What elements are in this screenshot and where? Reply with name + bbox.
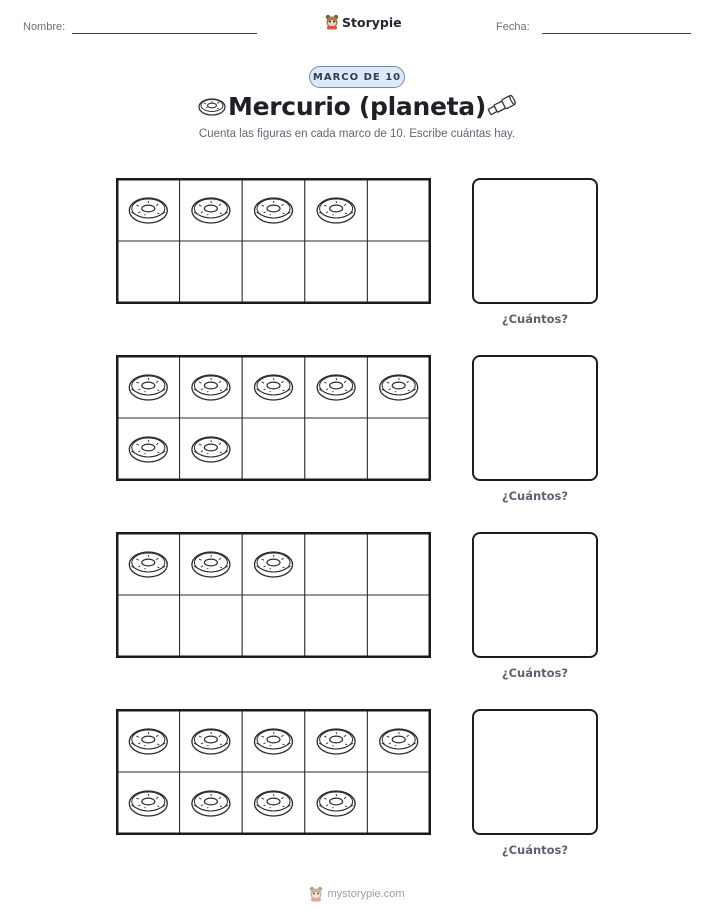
footer-url: mystorypie.com bbox=[327, 888, 405, 900]
frame-cell bbox=[117, 595, 180, 657]
donut-icon bbox=[192, 552, 230, 577]
page-title: Mercurio (planeta) bbox=[228, 92, 486, 121]
frame-cell bbox=[242, 418, 305, 480]
ten-frame-1 bbox=[116, 178, 431, 304]
ten-frame-2 bbox=[116, 355, 431, 481]
answer-box-1[interactable] bbox=[472, 178, 598, 304]
frame-cell bbox=[367, 533, 430, 595]
donut-icon bbox=[129, 729, 167, 754]
frame-cell bbox=[367, 241, 430, 303]
donut-icon bbox=[255, 198, 293, 223]
footer bbox=[0, 886, 714, 902]
brand-logo bbox=[325, 14, 402, 30]
frame-cell bbox=[367, 595, 430, 657]
frame-cell bbox=[305, 241, 368, 303]
count-label-2: ¿Cuántos? bbox=[501, 489, 569, 503]
donut-icon bbox=[380, 375, 418, 400]
count-label-4: ¿Cuántos? bbox=[501, 843, 569, 857]
frame-cell bbox=[305, 533, 368, 595]
frame-cell bbox=[367, 179, 430, 241]
storypie-mascot-icon bbox=[325, 14, 339, 30]
frame-cell bbox=[305, 418, 368, 480]
donut-icon bbox=[129, 198, 167, 223]
frame-cell bbox=[367, 418, 430, 480]
answer-box-4[interactable] bbox=[472, 709, 598, 835]
donut-icon bbox=[192, 791, 230, 816]
donut-icon bbox=[192, 729, 230, 754]
donut-icon bbox=[192, 198, 230, 223]
frame-cell bbox=[117, 241, 180, 303]
donut-icon bbox=[129, 791, 167, 816]
donut-icon bbox=[192, 375, 230, 400]
ten-frame-4 bbox=[116, 709, 431, 835]
count-label-1: ¿Cuántos? bbox=[501, 312, 569, 326]
donut-icon bbox=[255, 552, 293, 577]
donut-icon bbox=[129, 437, 167, 462]
frame-cell bbox=[180, 241, 243, 303]
brand-name: Storypie bbox=[342, 14, 402, 30]
donut-icon bbox=[317, 198, 355, 223]
date-label: Fecha: bbox=[496, 21, 530, 33]
donut-icon bbox=[317, 791, 355, 816]
ten-frame-3 bbox=[116, 532, 431, 658]
donut-icon bbox=[255, 375, 293, 400]
answer-box-2[interactable] bbox=[472, 355, 598, 481]
donut-icon bbox=[255, 729, 293, 754]
worksheet-badge: MARCO DE 10 bbox=[309, 66, 405, 88]
count-label-3: ¿Cuántos? bbox=[501, 666, 569, 680]
frame-cell bbox=[242, 241, 305, 303]
frame-cell bbox=[242, 595, 305, 657]
storypie-mascot-icon bbox=[309, 886, 323, 902]
date-line[interactable] bbox=[542, 33, 691, 34]
donut-icon bbox=[317, 729, 355, 754]
frame-cell bbox=[367, 772, 430, 834]
donut-icon bbox=[255, 791, 293, 816]
donut-icon bbox=[129, 375, 167, 400]
frame-cell bbox=[180, 595, 243, 657]
donut-icon bbox=[380, 729, 418, 754]
telescope-icon bbox=[484, 94, 518, 123]
instructions-text: Cuenta las figuras en cada marco de 10. Escribe cuántas hay. bbox=[198, 128, 516, 140]
name-line[interactable] bbox=[72, 33, 257, 34]
donut-icon bbox=[129, 552, 167, 577]
donut-icon bbox=[317, 375, 355, 400]
donut-icon bbox=[192, 437, 230, 462]
answer-box-3[interactable] bbox=[472, 532, 598, 658]
name-label: Nombre: bbox=[23, 21, 66, 33]
frame-cell bbox=[305, 595, 368, 657]
